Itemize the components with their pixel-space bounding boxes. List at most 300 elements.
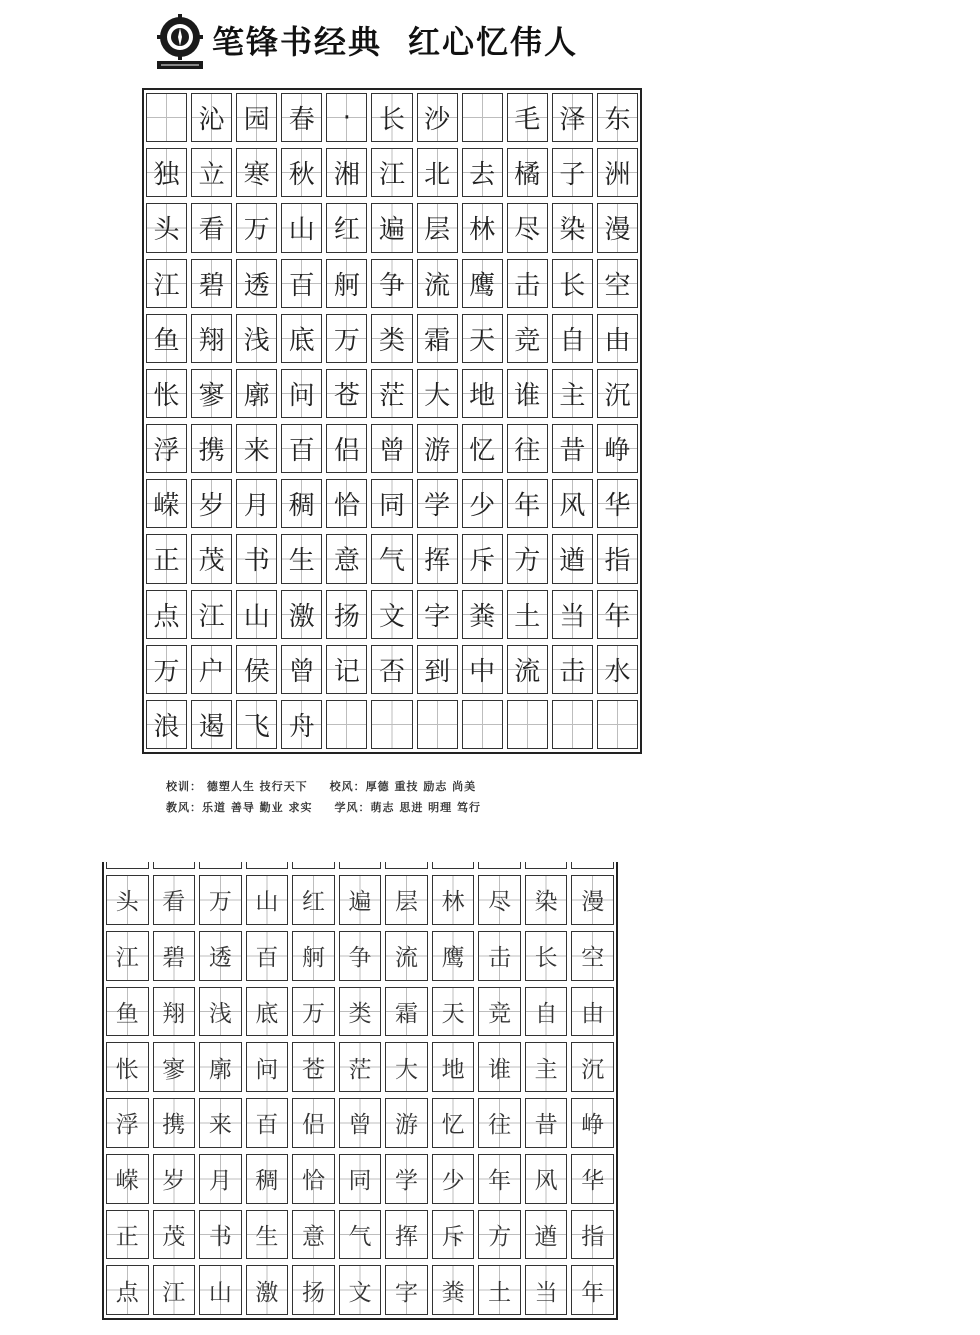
grid-character: 茫 xyxy=(348,1056,372,1083)
grid-character: 独 xyxy=(153,160,180,191)
grid-cell xyxy=(339,1265,382,1315)
grid-character: 谁 xyxy=(514,380,541,411)
grid-cell xyxy=(146,148,187,197)
grid-character: 碧 xyxy=(198,270,225,301)
grid-character: 怅 xyxy=(153,380,180,411)
grid-character: 看 xyxy=(198,215,225,246)
grid-character: 舸 xyxy=(301,945,325,972)
grid-cell xyxy=(236,369,277,418)
grid-cell xyxy=(292,987,335,1037)
grid-character: 百 xyxy=(288,436,315,467)
grid-character: 东 xyxy=(604,105,631,136)
grid-cell-cropped xyxy=(525,862,568,869)
grid-cell xyxy=(385,875,428,925)
grid-cell xyxy=(326,645,367,694)
grid-cell xyxy=(146,259,187,308)
grid-character: 寒 xyxy=(243,160,270,191)
grid-cell xyxy=(281,479,322,528)
grid-cell xyxy=(552,148,593,197)
grid-cell xyxy=(281,590,322,639)
grid-cell xyxy=(507,93,548,142)
grid-character: 来 xyxy=(243,436,270,467)
title-left: 笔锋书经典 xyxy=(212,23,383,61)
grid-cell xyxy=(146,534,187,583)
grid-character: 嵘 xyxy=(153,491,180,522)
grid-character: 流 xyxy=(424,270,451,301)
grid-character: 北 xyxy=(424,160,451,191)
grid-cell xyxy=(153,987,196,1037)
grid-cell xyxy=(106,1098,149,1148)
grid-cell xyxy=(326,700,367,749)
grid-cell xyxy=(339,875,382,925)
grid-cell xyxy=(191,479,232,528)
grid-character: 浅 xyxy=(208,1000,232,1027)
grid-cell xyxy=(597,534,638,583)
grid-cell xyxy=(597,259,638,308)
grid-cell xyxy=(106,931,149,981)
grid-character: 看 xyxy=(162,889,186,916)
grid-character: 往 xyxy=(514,436,541,467)
grid-cell xyxy=(106,875,149,925)
grid-character: 寥 xyxy=(198,380,225,411)
grid-character: 竞 xyxy=(514,325,541,356)
grid-cell xyxy=(432,1154,475,1204)
grid-cell xyxy=(371,148,412,197)
grid-cell xyxy=(146,590,187,639)
grid-cell xyxy=(478,931,521,981)
grid-cell xyxy=(326,203,367,252)
grid-cell xyxy=(597,93,638,142)
grid-cell-cropped xyxy=(153,862,196,869)
grid-character: 峥 xyxy=(581,1112,605,1139)
grid-cell xyxy=(292,1265,335,1315)
grid-character: 由 xyxy=(604,325,631,356)
grid-cell xyxy=(199,1098,242,1148)
grid-cell xyxy=(199,875,242,925)
grid-cell xyxy=(571,1042,614,1092)
grid-cell xyxy=(199,931,242,981)
grid-character: 廓 xyxy=(208,1056,232,1083)
grid-character: 江 xyxy=(115,945,139,972)
grid-character: 大 xyxy=(395,1056,419,1083)
grid-character: 学 xyxy=(424,491,451,522)
grid-character: 立 xyxy=(198,160,225,191)
grid-character: 底 xyxy=(288,325,315,356)
grid-cell xyxy=(326,314,367,363)
grid-cell xyxy=(507,314,548,363)
grid-character: 遏 xyxy=(198,711,225,742)
grid-cell xyxy=(281,369,322,418)
grid-cell xyxy=(191,148,232,197)
grid-cell xyxy=(571,1098,614,1148)
grid-character: 天 xyxy=(469,325,496,356)
grid-character: 土 xyxy=(488,1279,512,1306)
grid-character: 水 xyxy=(604,656,631,687)
grid-cell xyxy=(417,534,458,583)
grid-character: 层 xyxy=(424,215,451,246)
grid-character: 鱼 xyxy=(115,1000,139,1027)
grid-cell xyxy=(462,590,503,639)
grid-character: 昔 xyxy=(534,1112,558,1139)
grid-cell xyxy=(153,931,196,981)
grid-character: 由 xyxy=(581,1000,605,1027)
grid-character: 苍 xyxy=(333,380,360,411)
grid-character: 点 xyxy=(153,601,180,632)
grid-character: 浮 xyxy=(115,1112,139,1139)
grid-cell-cropped xyxy=(292,862,335,869)
grid-character: 林 xyxy=(469,215,496,246)
grid-cell xyxy=(191,314,232,363)
grid-character: 生 xyxy=(255,1223,279,1250)
grid-character: 沁 xyxy=(198,105,225,136)
grid-cell xyxy=(339,1098,382,1148)
grid-cell xyxy=(106,987,149,1037)
grid-cell xyxy=(552,259,593,308)
grid-cell xyxy=(507,369,548,418)
grid-character: 橘 xyxy=(514,160,541,191)
grid-cell xyxy=(417,479,458,528)
grid-cell xyxy=(281,645,322,694)
grid-character: 苍 xyxy=(301,1056,325,1083)
grid-cell xyxy=(153,1210,196,1260)
grid-cell xyxy=(597,424,638,473)
grid-character: 遍 xyxy=(348,889,372,916)
grid-character: 长 xyxy=(534,945,558,972)
grid-cell xyxy=(236,590,277,639)
grid-character: 遒 xyxy=(559,546,586,577)
grid-cell xyxy=(371,534,412,583)
grid-character: 忆 xyxy=(441,1112,465,1139)
grid-character: 击 xyxy=(514,270,541,301)
grid-character: 正 xyxy=(153,546,180,577)
grid-cell xyxy=(246,931,289,981)
grid-character: 透 xyxy=(243,270,270,301)
grid-character: 鹰 xyxy=(469,270,496,301)
grid-cell xyxy=(236,203,277,252)
grid-cell xyxy=(571,1265,614,1315)
grid-character: 点 xyxy=(115,1279,139,1306)
grid-character: 年 xyxy=(581,1279,605,1306)
grid-character: 击 xyxy=(559,656,586,687)
grid-character: 毛 xyxy=(514,105,541,136)
grid-cell xyxy=(191,259,232,308)
grid-character: 年 xyxy=(514,491,541,522)
grid-cell xyxy=(597,148,638,197)
grid-character: 万 xyxy=(243,215,270,246)
grid-cell xyxy=(552,424,593,473)
grid-character: 指 xyxy=(581,1223,605,1250)
grid-cell xyxy=(281,203,322,252)
grid-cell xyxy=(191,645,232,694)
practice-grid-second xyxy=(102,862,618,1320)
grid-cell xyxy=(371,93,412,142)
grid-character: 竞 xyxy=(488,1000,512,1027)
grid-cell xyxy=(236,700,277,749)
grid-character: 长 xyxy=(559,270,586,301)
grid-cell xyxy=(191,203,232,252)
grid-cell xyxy=(432,1210,475,1260)
grid-cell xyxy=(292,875,335,925)
grid-character: 沉 xyxy=(604,380,631,411)
grid-character: 万 xyxy=(301,1000,325,1027)
grid-character: 生 xyxy=(288,546,315,577)
grid-cell xyxy=(552,479,593,528)
grid-character: 正 xyxy=(115,1223,139,1250)
teaching-style-text: 教风：乐道 善导 勤业 求实 xyxy=(166,801,313,814)
grid-character: 天 xyxy=(441,1000,465,1027)
grid-character: 粪 xyxy=(469,601,496,632)
grid-character: 忆 xyxy=(469,436,496,467)
grid-character: 文 xyxy=(378,601,405,632)
grid-character: 红 xyxy=(333,215,360,246)
grid-character: 去 xyxy=(469,160,496,191)
grid-character: 同 xyxy=(378,491,405,522)
grid-cell xyxy=(462,700,503,749)
grid-cell xyxy=(246,987,289,1037)
grid-character: 昔 xyxy=(559,436,586,467)
grid-character: 风 xyxy=(559,491,586,522)
grid-character: 问 xyxy=(288,380,315,411)
grid-cell xyxy=(281,148,322,197)
grid-cell xyxy=(371,424,412,473)
grid-character: 书 xyxy=(243,546,270,577)
grid-cell xyxy=(432,931,475,981)
grid-character: 气 xyxy=(378,546,405,577)
grid-cell xyxy=(146,314,187,363)
grid-character: 霜 xyxy=(424,325,451,356)
grid-character: 侯 xyxy=(243,656,270,687)
grid-character: 争 xyxy=(348,945,372,972)
grid-cell xyxy=(478,1265,521,1315)
grid-character: 遒 xyxy=(534,1223,558,1250)
grid-cell xyxy=(597,203,638,252)
grid-character: 头 xyxy=(115,889,139,916)
grid-cell xyxy=(236,534,277,583)
grid-character: 舟 xyxy=(288,711,315,742)
grid-cell xyxy=(326,590,367,639)
grid-cell xyxy=(432,1265,475,1315)
grid-character: 少 xyxy=(469,491,496,522)
grid-cell xyxy=(292,1042,335,1092)
grid-cell xyxy=(478,875,521,925)
grid-cell xyxy=(525,1042,568,1092)
grid-cell xyxy=(199,987,242,1037)
grid-character: 华 xyxy=(581,1168,605,1195)
grid-character: 春 xyxy=(288,105,315,136)
grid-character: 当 xyxy=(559,601,586,632)
grid-character: 空 xyxy=(604,270,631,301)
grid-character: 江 xyxy=(198,601,225,632)
grid-cell xyxy=(339,987,382,1037)
grid-cell xyxy=(571,987,614,1037)
grid-character: 稠 xyxy=(288,491,315,522)
grid-cell xyxy=(552,590,593,639)
grid-character: 林 xyxy=(441,889,465,916)
grid-character: 携 xyxy=(198,436,225,467)
grid-cell xyxy=(571,931,614,981)
grid-cell xyxy=(385,931,428,981)
grid-cell xyxy=(462,93,503,142)
grid-cell xyxy=(153,1098,196,1148)
grid-character: 沙 xyxy=(424,105,451,136)
grid-cell xyxy=(191,369,232,418)
grid-cell xyxy=(507,424,548,473)
grid-cell xyxy=(236,148,277,197)
grid-cell xyxy=(597,645,638,694)
grid-character: 学 xyxy=(395,1168,419,1195)
grid-cell xyxy=(462,314,503,363)
grid-cell xyxy=(552,645,593,694)
grid-cell xyxy=(432,875,475,925)
grid-character: 侣 xyxy=(301,1112,325,1139)
grid-cell xyxy=(525,1154,568,1204)
grid-character: · xyxy=(342,102,352,133)
grid-character: 江 xyxy=(378,160,405,191)
grid-character: 类 xyxy=(348,1000,372,1027)
grid-character: 翔 xyxy=(162,1000,186,1027)
grid-cell xyxy=(246,1210,289,1260)
grid-cell xyxy=(371,479,412,528)
grid-character: 书 xyxy=(208,1223,232,1250)
grid-character: 岁 xyxy=(198,491,225,522)
grid-character: 地 xyxy=(469,380,496,411)
grid-cell xyxy=(432,987,475,1037)
grid-character: 户 xyxy=(198,656,225,687)
grid-cell xyxy=(191,700,232,749)
grid-character: 自 xyxy=(559,325,586,356)
grid-cell xyxy=(191,534,232,583)
grid-character: 飞 xyxy=(243,711,270,742)
grid-cell xyxy=(552,700,593,749)
grid-character: 尽 xyxy=(488,889,512,916)
grid-character: 洲 xyxy=(604,160,631,191)
grid-cell xyxy=(199,1042,242,1092)
grid-cell xyxy=(525,1265,568,1315)
grid-character: 曾 xyxy=(288,656,315,687)
grid-cell xyxy=(246,1265,289,1315)
grid-character: 激 xyxy=(288,601,315,632)
grid-cell xyxy=(417,203,458,252)
grid-cell xyxy=(417,259,458,308)
grid-cell xyxy=(191,590,232,639)
grid-character: 来 xyxy=(208,1112,232,1139)
grid-cell xyxy=(552,203,593,252)
grid-character: 怅 xyxy=(115,1056,139,1083)
grid-cell xyxy=(525,931,568,981)
grid-cell xyxy=(462,479,503,528)
grid-cell xyxy=(417,700,458,749)
grid-character: 同 xyxy=(348,1168,372,1195)
grid-cell xyxy=(462,369,503,418)
grid-cell xyxy=(191,424,232,473)
grid-character: 流 xyxy=(514,656,541,687)
grid-character: 红 xyxy=(301,889,325,916)
grid-cell xyxy=(507,590,548,639)
grid-cell xyxy=(146,424,187,473)
grid-character: 往 xyxy=(488,1112,512,1139)
grid-cell xyxy=(552,93,593,142)
grid-cell-cropped xyxy=(106,862,149,869)
grid-cell xyxy=(326,93,367,142)
grid-character: 长 xyxy=(378,105,405,136)
school-emblem-icon xyxy=(155,14,205,70)
grid-character: 问 xyxy=(255,1056,279,1083)
grid-character: 主 xyxy=(534,1056,558,1083)
grid-cell xyxy=(385,1210,428,1260)
grid-cell xyxy=(525,1210,568,1260)
grid-cell xyxy=(153,1042,196,1092)
grid-cell xyxy=(371,314,412,363)
grid-cell xyxy=(146,203,187,252)
grid-cell xyxy=(462,424,503,473)
grid-character: 争 xyxy=(378,270,405,301)
grid-character: 游 xyxy=(395,1112,419,1139)
grid-cell xyxy=(478,1098,521,1148)
grid-cell xyxy=(371,369,412,418)
grid-cell-cropped xyxy=(339,862,382,869)
grid-cell xyxy=(326,534,367,583)
grid-character: 到 xyxy=(424,656,451,687)
grid-cell xyxy=(385,1154,428,1204)
grid-cell xyxy=(339,931,382,981)
grid-cell xyxy=(552,534,593,583)
grid-character: 万 xyxy=(208,889,232,916)
grid-character: 流 xyxy=(395,945,419,972)
grid-cell xyxy=(326,259,367,308)
grid-character: 寥 xyxy=(162,1056,186,1083)
grid-character: 中 xyxy=(469,656,496,687)
grid-character: 漫 xyxy=(581,889,605,916)
title-right: 红心忆伟人 xyxy=(408,23,579,61)
grid-character: 层 xyxy=(395,889,419,916)
grid-character: 气 xyxy=(348,1223,372,1250)
grid-character: 万 xyxy=(153,656,180,687)
grid-cell xyxy=(371,259,412,308)
grid-character: 地 xyxy=(441,1056,465,1083)
grid-character: 漫 xyxy=(604,215,631,246)
grid-character: 年 xyxy=(488,1168,512,1195)
grid-cell xyxy=(236,93,277,142)
grid-character: 游 xyxy=(424,436,451,467)
grid-cell xyxy=(199,1154,242,1204)
grid-character: 染 xyxy=(534,889,558,916)
grid-character: 携 xyxy=(162,1112,186,1139)
grid-cell xyxy=(385,987,428,1037)
grid-character: 茂 xyxy=(198,546,225,577)
grid-cell xyxy=(292,1210,335,1260)
grid-character: 意 xyxy=(301,1223,325,1250)
grid-cell-cropped xyxy=(246,862,289,869)
grid-character: 月 xyxy=(243,491,270,522)
grid-character: 指 xyxy=(604,546,631,577)
grid-cell xyxy=(371,645,412,694)
grid-character: 沉 xyxy=(581,1056,605,1083)
grid-cell xyxy=(417,424,458,473)
grid-cell xyxy=(326,424,367,473)
grid-cell xyxy=(236,424,277,473)
grid-character: 鱼 xyxy=(153,325,180,356)
grid-character: 岁 xyxy=(162,1168,186,1195)
grid-cell xyxy=(199,1210,242,1260)
grid-cell xyxy=(281,700,322,749)
grid-cell xyxy=(146,369,187,418)
grid-cell xyxy=(281,424,322,473)
grid-cell xyxy=(199,1265,242,1315)
grid-character: 霜 xyxy=(395,1000,419,1027)
grid-character: 挥 xyxy=(395,1223,419,1250)
grid-character: 意 xyxy=(333,546,360,577)
grid-character: 山 xyxy=(243,601,270,632)
